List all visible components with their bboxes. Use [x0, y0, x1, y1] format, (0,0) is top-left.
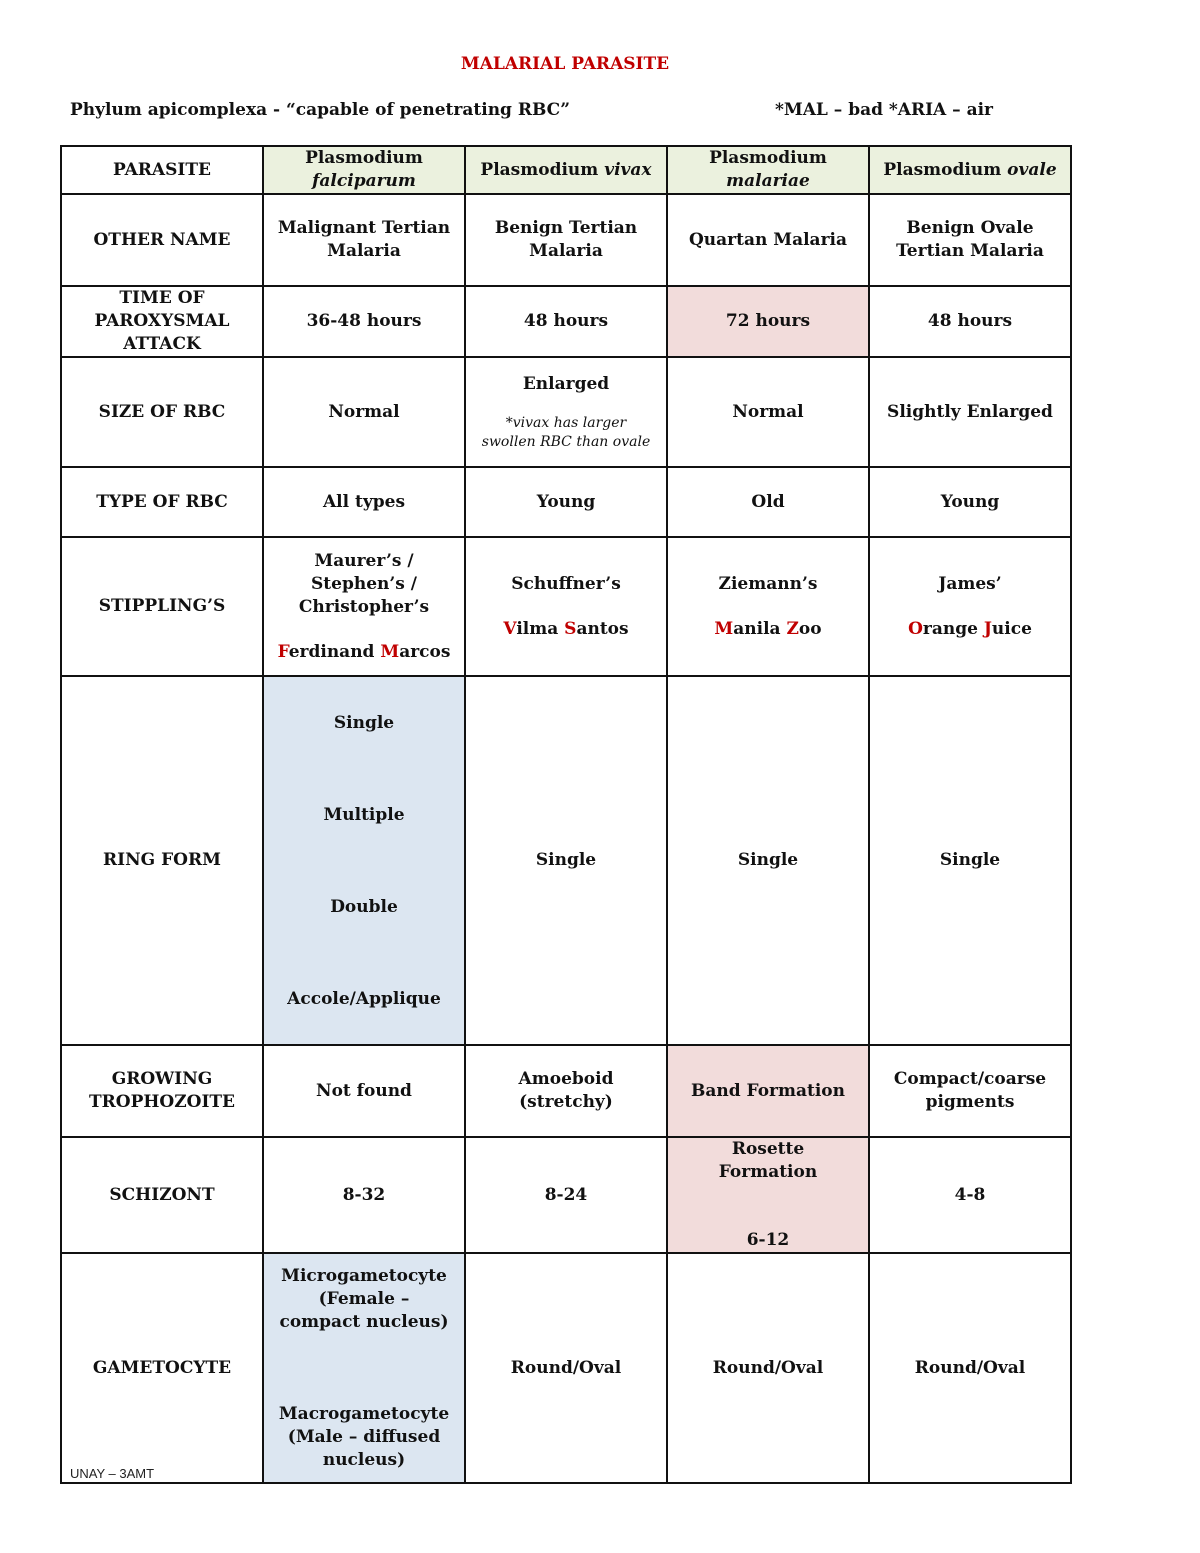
table-row-other-name: [61, 194, 1071, 286]
cell-paroxysm-vivax: 48 hours: [465, 286, 667, 357]
cell-paroxysm-falciparum: 36-48 hours: [263, 286, 465, 357]
row-label-ring-form: RING FORM: [61, 676, 263, 1045]
ring-form-item: Multiple: [323, 805, 405, 825]
cell-schizont-falciparum: 8-32: [263, 1137, 465, 1253]
cell-schizont-malariae: [667, 1137, 869, 1253]
cell-rbc-size-falciparum: Normal: [263, 357, 465, 467]
phylum-subtitle: Phylum apicomplexa - “capable of penetrating RBC”: [70, 100, 570, 120]
cell-other-name-malariae: Quartan Malaria: [667, 194, 869, 286]
stippling-name: Ziemann’s: [718, 573, 818, 594]
mnemonic-text: antos: [576, 618, 629, 639]
cell-gametocyte-ovale: Round/Oval: [869, 1253, 1071, 1483]
header-ovale: [869, 146, 1071, 194]
stippling-mnemonic: [478, 618, 654, 641]
cell-rbc-type-ovale: Young: [869, 467, 1071, 537]
cell-gametocyte-falciparum: [263, 1253, 465, 1483]
table-row-paroxysm: [61, 286, 1071, 357]
cell-rbc-size-ovale: Slightly Enlarged: [869, 357, 1071, 467]
cell-rbc-size-vivax: [465, 357, 667, 467]
row-label-rbc-size: SIZE OF RBC: [61, 357, 263, 467]
cell-rbc-size-malariae: Normal: [667, 357, 869, 467]
mnemonic-initial: Z: [786, 618, 799, 639]
table-row-schizont: [61, 1137, 1071, 1253]
row-label-stippling: STIPPLING’S: [61, 537, 263, 676]
cell-ring-form-ovale: Single: [869, 676, 1071, 1045]
stippling-name: James’: [938, 573, 1002, 594]
schizont-malariae-value: 6-12: [746, 1230, 790, 1250]
cell-stippling-falciparum: [263, 537, 465, 676]
cell-paroxysm-malariae: 72 hours: [667, 286, 869, 357]
mnemonic-text: range: [922, 618, 984, 639]
header-vivax: [465, 146, 667, 194]
mnemonic-initial: V: [503, 618, 517, 639]
cell-trophozoite-malariae: Band Formation: [667, 1045, 869, 1137]
table-row-trophozoite: [61, 1045, 1071, 1137]
row-label-paroxysm: TIME OF PAROXYSMAL ATTACK: [61, 286, 263, 357]
document-title: MALARIAL PARASITE: [460, 54, 670, 74]
cell-other-name-ovale: Benign Ovale Tertian Malaria: [869, 194, 1071, 286]
cell-paroxysm-ovale: 48 hours: [869, 286, 1071, 357]
header-genus: Plasmodium: [305, 148, 423, 168]
cell-gametocyte-malariae: Round/Oval: [667, 1253, 869, 1483]
page-footer: UNAY – 3AMT: [70, 1466, 155, 1481]
rbc-size-vivax-value: Enlarged: [522, 373, 610, 394]
cell-schizont-ovale: 4-8: [869, 1137, 1071, 1253]
cell-trophozoite-falciparum: Not found: [263, 1045, 465, 1137]
gametocyte-micro: Microgametocyte (Female – compact nucleus): [279, 1265, 449, 1332]
cell-ring-form-falciparum: [263, 676, 465, 1045]
mnemonic-initial: M: [714, 618, 734, 639]
cell-gametocyte-vivax: Round/Oval: [465, 1253, 667, 1483]
mnemonic-initial: M: [380, 641, 400, 662]
row-label-schizont: SCHIZONT: [61, 1137, 263, 1253]
cell-other-name-vivax: Benign Tertian Malaria: [465, 194, 667, 286]
ring-form-item: Double: [330, 897, 398, 917]
cell-other-name-falciparum: Malignant Tertian Malaria: [263, 194, 465, 286]
row-label-gametocyte: GAMETOCYTE: [61, 1253, 263, 1483]
parasite-comparison-table: [60, 145, 1072, 1484]
row-label-rbc-type: TYPE OF RBC: [61, 467, 263, 537]
cell-rbc-type-malariae: Old: [667, 467, 869, 537]
mnemonic-initial: O: [908, 618, 923, 639]
stippling-mnemonic: [680, 618, 856, 641]
row-label-parasite: PARASITE: [61, 146, 263, 194]
stippling-mnemonic: [276, 641, 452, 664]
header-malariae: [667, 146, 869, 194]
table-row-stippling: [61, 537, 1071, 676]
row-label-other-name: OTHER NAME: [61, 194, 263, 286]
cell-rbc-type-falciparum: All types: [263, 467, 465, 537]
stippling-mnemonic: [882, 618, 1058, 641]
table-row-gametocyte: [61, 1253, 1071, 1483]
cell-ring-form-vivax: Single: [465, 676, 667, 1045]
header-genus: Plasmodium: [709, 148, 827, 168]
cell-ring-form-malariae: Single: [667, 676, 869, 1045]
table-row-rbc-size: [61, 357, 1071, 467]
cell-rbc-type-vivax: Young: [465, 467, 667, 537]
header-genus: Plasmodium: [883, 159, 1002, 180]
stippling-name: Maurer’s / Stephen’s / Christopher’s: [298, 550, 430, 617]
header-falciparum: [263, 146, 465, 194]
header-species: vivax: [604, 159, 652, 180]
table-row-parasite: [61, 146, 1071, 194]
rbc-size-vivax-note: *vivax has larger swollen RBC than ovale: [481, 414, 651, 450]
cell-stippling-vivax: [465, 537, 667, 676]
mnemonic-initial: F: [277, 641, 289, 662]
table-row-ring-form: [61, 676, 1071, 1045]
header-species: falciparum: [312, 171, 416, 191]
mnemonic-note: *MAL – bad *ARIA – air: [775, 100, 994, 120]
mnemonic-text: uice: [991, 618, 1032, 639]
ring-form-item: Single: [333, 713, 395, 733]
cell-trophozoite-vivax: Amoeboid (stretchy): [465, 1045, 667, 1137]
cell-stippling-malariae: [667, 537, 869, 676]
mnemonic-text: oo: [798, 618, 822, 639]
cell-schizont-vivax: 8-24: [465, 1137, 667, 1253]
cell-trophozoite-ovale: Compact/coarse pigments: [869, 1045, 1071, 1137]
header-species: malariae: [726, 171, 810, 191]
table-row-rbc-type: [61, 467, 1071, 537]
cell-stippling-ovale: [869, 537, 1071, 676]
mnemonic-text: ilma: [516, 618, 565, 639]
mnemonic-initial: S: [564, 618, 577, 639]
header-species: ovale: [1007, 159, 1057, 180]
row-label-trophozoite: GROWING TROPHOZOITE: [61, 1045, 263, 1137]
gametocyte-macro: Macrogametocyte (Male – diffused nucleus): [278, 1403, 450, 1470]
mnemonic-initial: J: [983, 618, 992, 639]
schizont-malariae-title: Rosette Formation: [718, 1139, 818, 1182]
ring-form-item: Accole/Applique: [287, 989, 441, 1009]
mnemonic-text: anila: [733, 618, 787, 639]
mnemonic-text: erdinand: [288, 641, 381, 662]
stippling-name: Schuffner’s: [511, 573, 621, 594]
header-genus: Plasmodium: [480, 159, 599, 180]
mnemonic-text: arcos: [399, 641, 451, 662]
